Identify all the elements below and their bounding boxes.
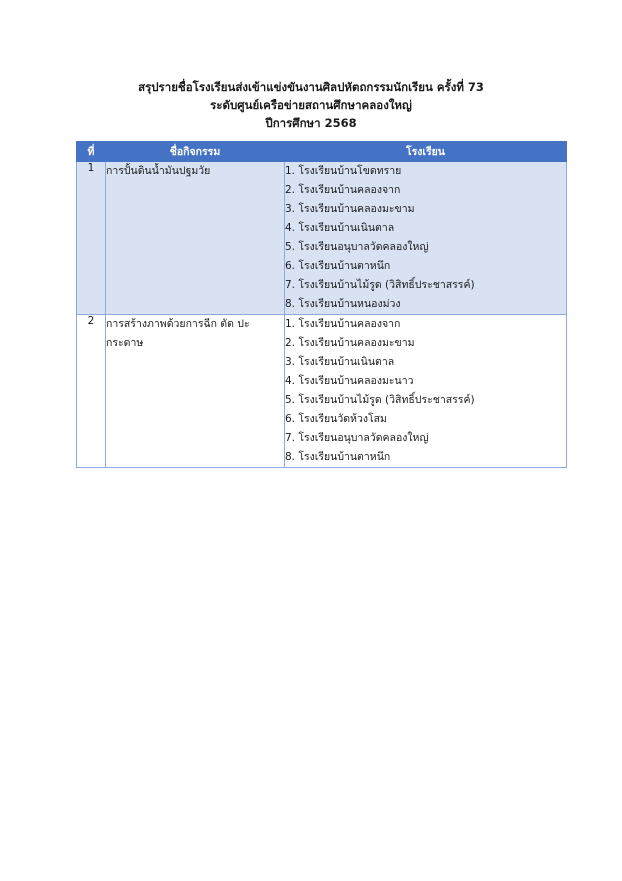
header-schools: โรงเรียน: [285, 142, 567, 162]
activity-line: การปั้นดินน้ำมันปฐมวัย: [106, 165, 211, 177]
school-item: 4. โรงเรียนบ้านคลองมะนาว: [285, 375, 414, 387]
school-item: 8. โรงเรียนบ้านตาหนึก: [285, 451, 391, 463]
activity-name: [106, 162, 285, 315]
document-title: [0, 78, 622, 132]
competition-table: [76, 141, 567, 468]
school-item: 8. โรงเรียนบ้านหนองม่วง: [285, 298, 401, 310]
table-row: [77, 315, 567, 468]
table-header-row: [77, 142, 567, 162]
activity-line: การสร้างภาพด้วยการฉีก ตัด ปะ: [106, 318, 250, 330]
school-item: 5. โรงเรียนอนุบาลวัดคลองใหญ่: [285, 241, 429, 253]
activity-name: [106, 315, 285, 468]
title-line-1: สรุปรายชื่อโรงเรียนส่งเข้าแข่งขันงานศิลปหัตถกรรมนักเรียน ครั้งที่ 73: [138, 80, 484, 94]
school-list: [285, 162, 567, 315]
header-activity: ชื่อกิจกรรม: [106, 142, 285, 162]
school-item: 1. โรงเรียนบ้านคลองจาก: [285, 318, 401, 330]
activity-line: กระดาษ: [106, 337, 144, 349]
school-item: 3. โรงเรียนบ้านคลองมะขาม: [285, 203, 415, 215]
title-line-3: ปีการศึกษา 2568: [265, 116, 357, 130]
school-item: 6. โรงเรียนวัดห้วงโสม: [285, 413, 387, 425]
header-no: ที่: [77, 142, 106, 162]
school-item: 2. โรงเรียนบ้านคลองจาก: [285, 184, 401, 196]
school-item: 4. โรงเรียนบ้านเนินตาล: [285, 222, 395, 234]
row-number: 2: [77, 315, 106, 468]
school-item: 3. โรงเรียนบ้านเนินตาล: [285, 356, 395, 368]
school-item: 7. โรงเรียนอนุบาลวัดคลองใหญ่: [285, 432, 429, 444]
school-item: 2. โรงเรียนบ้านคลองมะขาม: [285, 337, 415, 349]
school-item: 1. โรงเรียนบ้านโขดทราย: [285, 165, 402, 177]
school-item: 7. โรงเรียนบ้านไม้รูด (วิสิทธิ์ประชาสรรค์): [285, 279, 475, 291]
school-item: 6. โรงเรียนบ้านตาหนึก: [285, 260, 391, 272]
school-item: 5. โรงเรียนบ้านไม้รูด (วิสิทธิ์ประชาสรรค์): [285, 394, 475, 406]
table-row: [77, 162, 567, 315]
row-number: 1: [77, 162, 106, 315]
title-line-2: ระดับศูนย์เครือข่ายสถานศึกษาคลองใหญ่: [210, 98, 412, 112]
school-list: [285, 315, 567, 468]
